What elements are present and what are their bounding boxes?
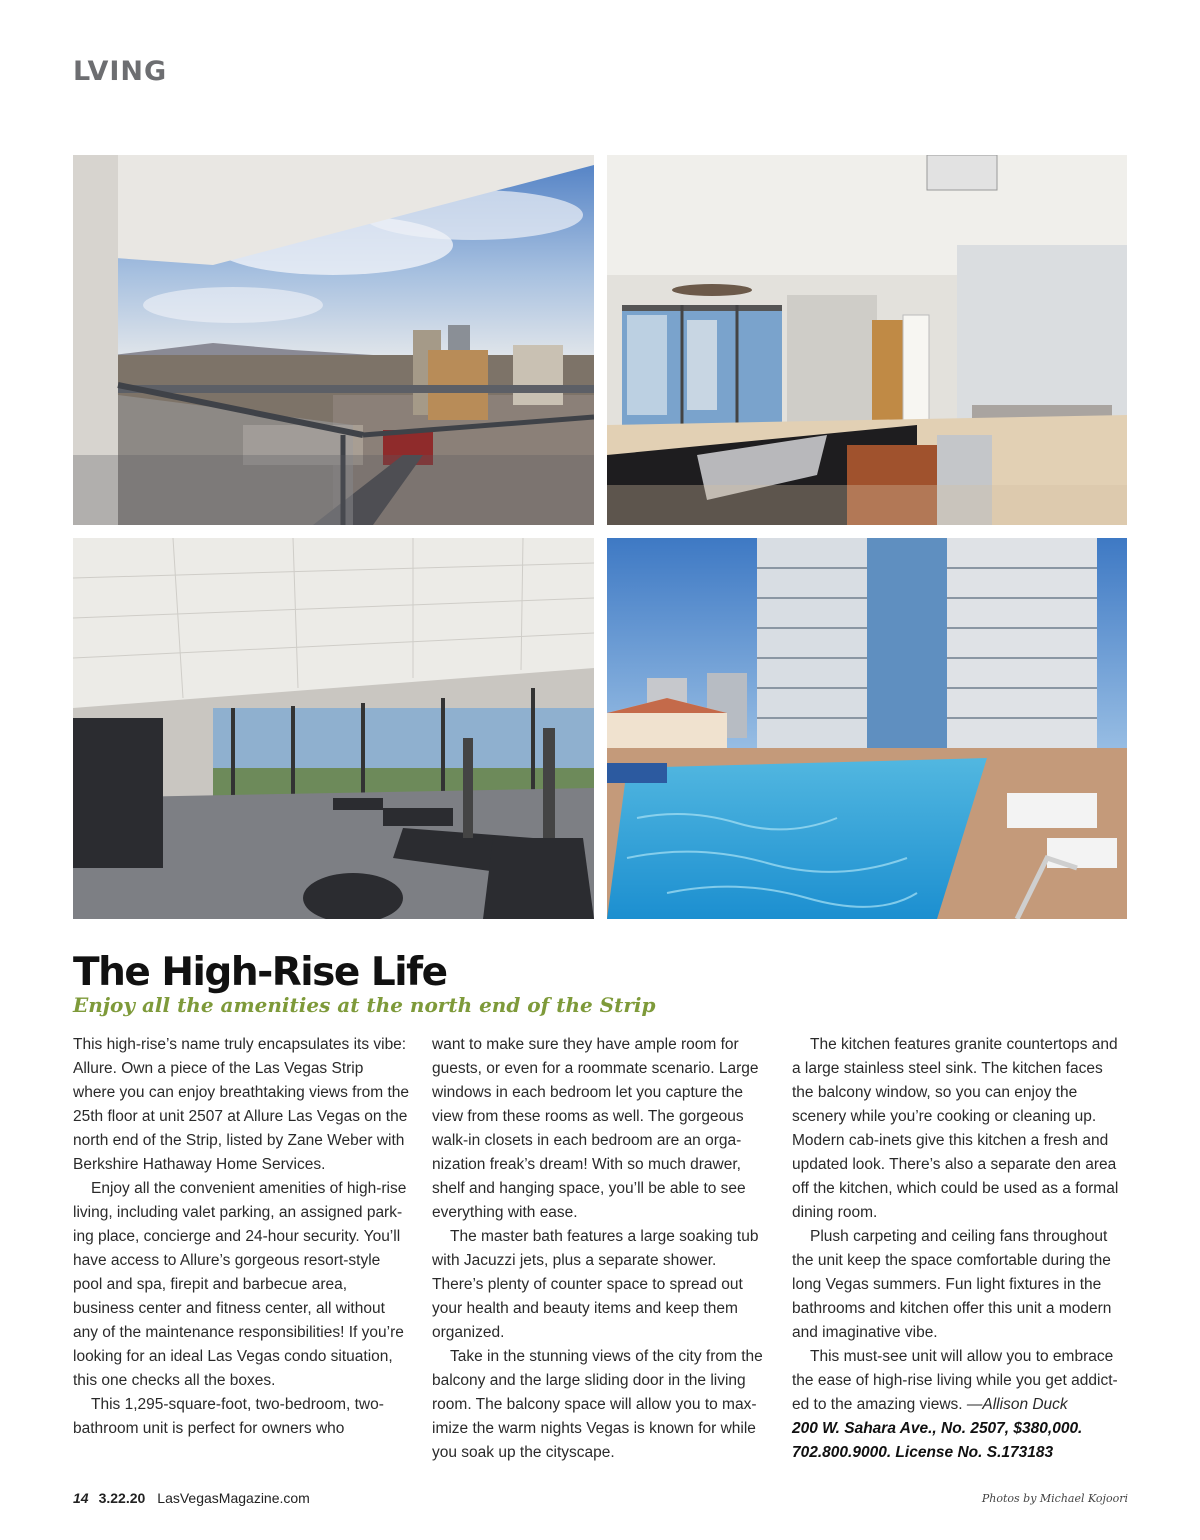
listing-address-price: 200 W. Sahara Ave., No. 2507, $380,000. — [792, 1420, 1083, 1437]
article-subhead: Enjoy all the amenities at the north end of the Strip — [73, 993, 656, 1017]
paragraph: want to make sure they have ample room for guests, or even for a roommate scenario. Large windows in each bedroom let you capture the view from these rooms as well. The gorgeous walk-in closets in each bedroom are an orga-nization freak’s dream! With so much drawer, shelf and hanging space, you’ll be able to see everything with ease. — [432, 1036, 759, 1221]
paragraph: This 1,295-square-foot, two-bedroom, two-bathroom unit is perfect for owners who — [73, 1396, 384, 1437]
page-number: 14 — [73, 1490, 89, 1506]
author-byline: —Allison Duck — [962, 1396, 1068, 1413]
kitchen-photo — [607, 155, 1127, 525]
website-url: LasVegasMagazine.com — [157, 1490, 310, 1506]
article-column-2 — [432, 1033, 768, 1465]
section-label: LVING — [73, 56, 168, 87]
listing-phone-license: 702.800.9000. License No. S.173183 — [792, 1444, 1054, 1461]
issue-date: 3.22.20 — [98, 1490, 146, 1506]
paragraph: Take in the stunning views of the city from the balcony and the large sliding door in the living room. The balcony space will allow you to max-imize the warm nights Vegas is known for while you soak up the cityscape. — [432, 1348, 763, 1461]
article-column-1 — [73, 1033, 409, 1441]
page-footer — [73, 1490, 310, 1506]
paragraph: Plush carpeting and ceiling fans throughout the unit keep the space comfortable during the long Vegas summers. Fun light fixtures in the bathrooms and kitchen offer this unit a modern and imaginative vibe. — [792, 1228, 1112, 1341]
paragraph-text: This must-see unit will allow you to embrace the ease of high-rise living while you get addict-ed to the amazing views. — [792, 1348, 1118, 1413]
article-headline: The High-Rise Life — [73, 950, 447, 995]
balcony-view-photo — [73, 155, 594, 525]
article-column-3 — [792, 1033, 1128, 1465]
paragraph: The kitchen features granite countertops and a large stainless steel sink. The kitchen faces the balcony window, so you can enjoy the scenery while you’re cooking or cleaning up. Modern cab-inets give this kitchen a fresh and updated look. There’s also a separate den area off the kitchen, which could be used as a formal dining room. — [792, 1036, 1119, 1221]
closing-paragraph — [792, 1345, 1128, 1417]
fitness-center-photo — [73, 538, 594, 919]
photo-credit: Photos by Michael Kojoori — [981, 1492, 1128, 1505]
paragraph: Enjoy all the convenient amenities of high-rise living, including valet parking, an assigned park-ing place, concierge and 24-hour security. You’ll have access to Allure’s gorgeous resort-style pool and spa, firepit and barbecue area, business center and fitness center, all without any of the maintenance responsibilities! If you’re looking for an ideal Las Vegas condo situation, this one checks all the boxes. — [73, 1180, 407, 1389]
paragraph: The master bath features a large soaking tub with Jacuzzi jets, plus a separate shower. There’s plenty of counter space to spread out your health and beauty items and keep them organized. — [432, 1228, 759, 1341]
paragraph: This high-rise’s name truly encapsulates its vibe: Allure. Own a piece of the Las Vegas Strip where you can enjoy breathtaking views from the 25th floor at unit 2507 at Allure Las Vegas on the north end of the Strip, listed by Zane Weber with Berkshire Hathaway Home Services. — [73, 1036, 410, 1173]
pool-photo — [607, 538, 1127, 919]
